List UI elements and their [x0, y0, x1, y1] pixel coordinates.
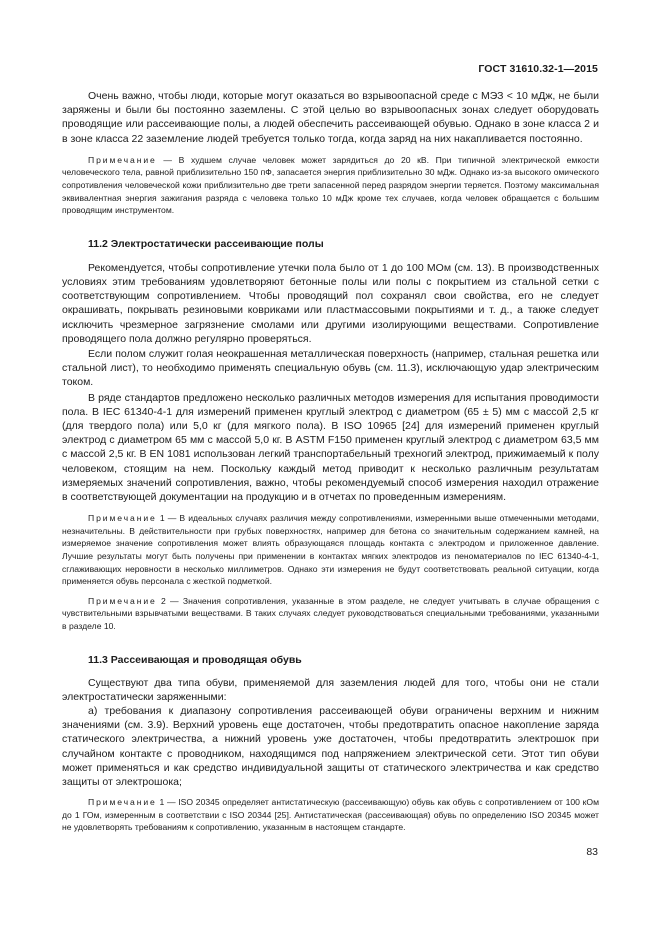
section-11-3-paragraph-2: а) требования к диапазону сопротивления рассеивающей обуви ограничены верхним и нижним значениями (см. 3.9). Верхний уровень еще достаточен, чтобы предотвратить опасное накопление заряда статического электричества, а нижний уровень уже достаточен, чтобы предотвратить электрошок при случайном контакте с проводником, находящимся под напряжением электрической сети. Этот тип обуви может применяться и как средство индивидуальной защиты от статического электричества и как средство защиты от электрошока; — [62, 704, 599, 788]
section-11-2-paragraph-1: Рекомендуется, чтобы сопротивление утечки пола было от 1 до 100 МОм (см. 13). В производственных условиях этим требованиям удовлетворяют бетонные полы или полы с покрытием из стальной сетки с соответствующим сопротивлением. Чтобы проводящий пол сохранял свои свойства, его не следует окрашивать, покрывать резиновыми ковриками или пластмассовыми покрытиями и т. д., а также следует исключить чрезмерное загрязнение смолами или другими изолирующими веществами. Сопротивление проводящего пола должно регулярно проверяться. — [62, 261, 599, 345]
note-label: Примечание — [88, 595, 157, 606]
intro-paragraph: Очень важно, чтобы люди, которые могут оказаться во взрывоопасной среде с МЭЗ < 10 мДж, не были заряжены и были бы постоянно заземлены. С этой целью во взрывоопасных зонах следует оборудовать проводящие или рассеивающие полы, а людей обеспечить рассеивающей обувью. Однако в зоне класса 2 и в зоне класса 22 заземление людей требуется только тогда, когда заряд на них накапливается постоянно. — [62, 90, 599, 145]
page-content — [62, 89, 599, 834]
note-text: 2 — Значения сопротивления, указанные в этом разделе, не следует учитывать в случае обращения с чувствительными взрывчатыми веществами. В таких случаях следует руководствоваться специальными требованиями, указанными в разделе 10. — [62, 595, 599, 631]
standard-code-header: ГОСТ 31610.32-1—2015 — [478, 63, 598, 75]
section-heading-11-2: 11.2 Электростатически рассеивающие полы — [88, 237, 324, 250]
note-text: — В худшем случае человек может зарядиться до 20 кВ. При типичной электрической емкости человеческого тела, равной приблизительно 150 пФ, запасается энергия приблизительно 30 мДж. Однако из-за высокого омического сопротивления человеческой кожи приблизительно две трети запасенной перед разрядом энергии теряется. Поэтому максимальная эквивалентная энергия зажигания разряда с человека только 10 мДж кроме тех случаев, когда человек обращается с большим проводящим инструментом. — [62, 154, 599, 216]
note-label: Примечание — [88, 154, 157, 165]
section-11-2-note-1 — [62, 512, 599, 588]
section-11-3-note-1 — [62, 796, 599, 834]
section-heading-11-3: 11.3 Рассеивающая и проводящая обувь — [88, 653, 302, 666]
section-11-2-paragraph-3: В ряде стандартов предложено несколько различных методов измерения для испытания проводимости пола. В IEC 61340-4-1 для измерений применен круглый электрод с диаметром (65 ± 5) мм с массой 2,5 кг (для твердого пола) или 5,0 кг (для мягкого пола). В ISO 10965 [24] для измерений применен круглый электрод с диаметром 65 мм с массой 5,0 кг. В ASTM F150 применен круглый электрод с диаметром 63,5 мм с массой 2,5 кг. В EN 1081 использован легкий транспортабельный трехногий электрод, прижимаемый к полу человеком, стоящим на нем. Поскольку каждый метод приводит к несколько различным результатам измеряемых значений сопротивления, важно, чтобы рекомендуемый способ измерения находил отражение в соответствующей документации на продукцию и в отчетах по проведенным измерениям. — [62, 391, 599, 504]
page-number: 83 — [586, 846, 598, 858]
note-text: 1 — В идеальных случаях различия между сопротивлениями, измеренными выше отмеченными методами, незначительны. В действительности при грубых поверхностях, например для бетона со значительным содержанием камней, на измеряемое значение сопротивления может влиять образующаяся площадь контакта с электродом и приложенное давление. Лучшие результаты могут быть получены при применении в контактах мягких электродов из пеноматериалов по IEC 61340-4-1, сглаживающих неровности в несколько миллиметров. Однако эти измерения не будут соответствовать реальной ситуации, когда применяется обувь персонала с жесткой подметкой. — [62, 513, 599, 587]
section-11-2-paragraph-2: Если полом служит голая неокрашенная металлическая поверхность (например, стальная решетка или стальной лист), то необходимо применять специальную обувь (см. 11.3), исключающую удар электрическим током. — [62, 348, 599, 389]
note-text: 1 — ISO 20345 определяет антистатическую (рассеивающую) обувь как обувь с сопротивлением от 100 кОм до 1 ГОм, измеренным в соответствии с ISO 20344 [25]. Антистатическая (рассеивающая) обувь по определению ISO 20345 может не удовлетворять требованиям к сопротивлению, указанным в настоящем стандарте. — [62, 797, 599, 833]
note-label: Примечание — [88, 797, 157, 808]
intro-note — [62, 154, 599, 217]
note-label: Примечание — [88, 513, 157, 524]
section-11-2-note-2 — [62, 595, 599, 633]
section-11-3-paragraph-1: Существуют два типа обуви, применяемой для заземления людей для того, чтобы они не стали электростатически заряженными: — [62, 676, 599, 703]
